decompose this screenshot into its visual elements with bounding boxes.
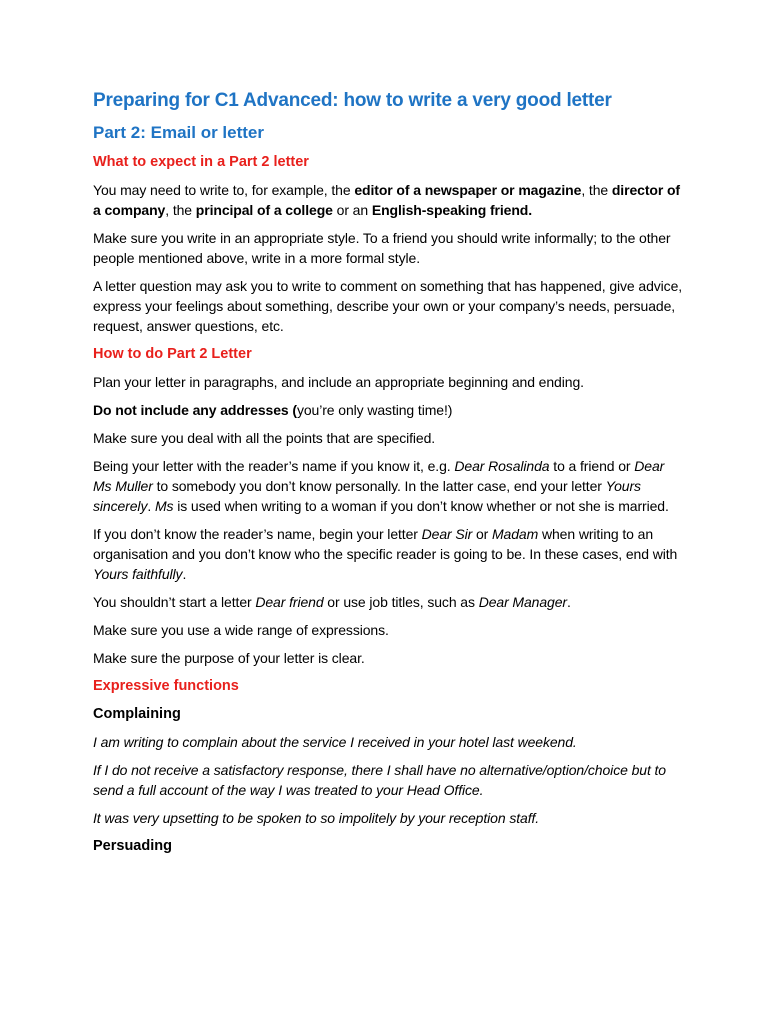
paragraph-question-types: A letter question may ask you to write to comment on something that has happened, give advice, express your feelings about something, describe your own or your company’s needs, persuade, request, answer questions, etc. xyxy=(93,278,683,334)
paragraph-plan: Plan your letter in paragraphs, and include an appropriate beginning and ending. xyxy=(93,374,584,390)
section-heading-expressive-functions: Expressive functions xyxy=(93,678,239,694)
document-title: Preparing for C1 Advanced: how to write a very good letter xyxy=(93,90,612,111)
paragraph-purpose: Make sure the purpose of your letter is clear. xyxy=(93,650,365,666)
paragraph-style: Make sure you write in an appropriate style. To a friend you should write informally; to the other people mentioned above, write in a more formal style. xyxy=(93,230,671,266)
subheading-persuading: Persuading xyxy=(93,838,172,854)
paragraph-recipients: You may need to write to, for example, the editor of a newspaper or magazine, the director of a company, the principal of a college or an English-speaking friend. xyxy=(93,182,680,218)
document-page xyxy=(93,88,683,864)
section-heading-what-to-expect: What to expect in a Part 2 letter xyxy=(93,154,309,170)
part-heading: Part 2: Email or letter xyxy=(93,123,265,142)
example-complain-1: I am writing to complain about the service I received in your hotel last weekend. xyxy=(93,734,577,750)
paragraph-points: Make sure you deal with all the points that are specified. xyxy=(93,430,436,446)
paragraph-reader-name: Being your letter with the reader’s name if you know it, e.g. Dear Rosalinda to a friend or Dear Ms Muller to somebody you don’t know personally. In the latter case, end your letter Yours sincerely. Ms is used when writing to a woman if you don’t know whether or not she is married. xyxy=(93,458,669,514)
paragraph-job-titles: You shouldn’t start a letter Dear friend or use job titles, such as Dear Manager. xyxy=(93,594,571,610)
subheading-complaining: Complaining xyxy=(93,706,181,722)
example-complain-3: It was very upsetting to be spoken to so impolitely by your reception staff. xyxy=(93,810,540,826)
paragraph-expressions: Make sure you use a wide range of expressions. xyxy=(93,622,389,638)
paragraph-unknown-reader: If you don’t know the reader’s name, begin your letter Dear Sir or Madam when writing to an organisation and you don’t know who the specific reader is going to be. In these cases, end with Yours faithfully. xyxy=(93,526,678,582)
section-heading-how-to: How to do Part 2 Letter xyxy=(93,346,252,362)
paragraph-addresses: Do not include any addresses (you’re only wasting time!) xyxy=(93,402,453,418)
example-complain-2: If I do not receive a satisfactory response, there I shall have no alternative/option/choice but to send a full account of the way I was treated to your Head Office. xyxy=(93,762,666,798)
